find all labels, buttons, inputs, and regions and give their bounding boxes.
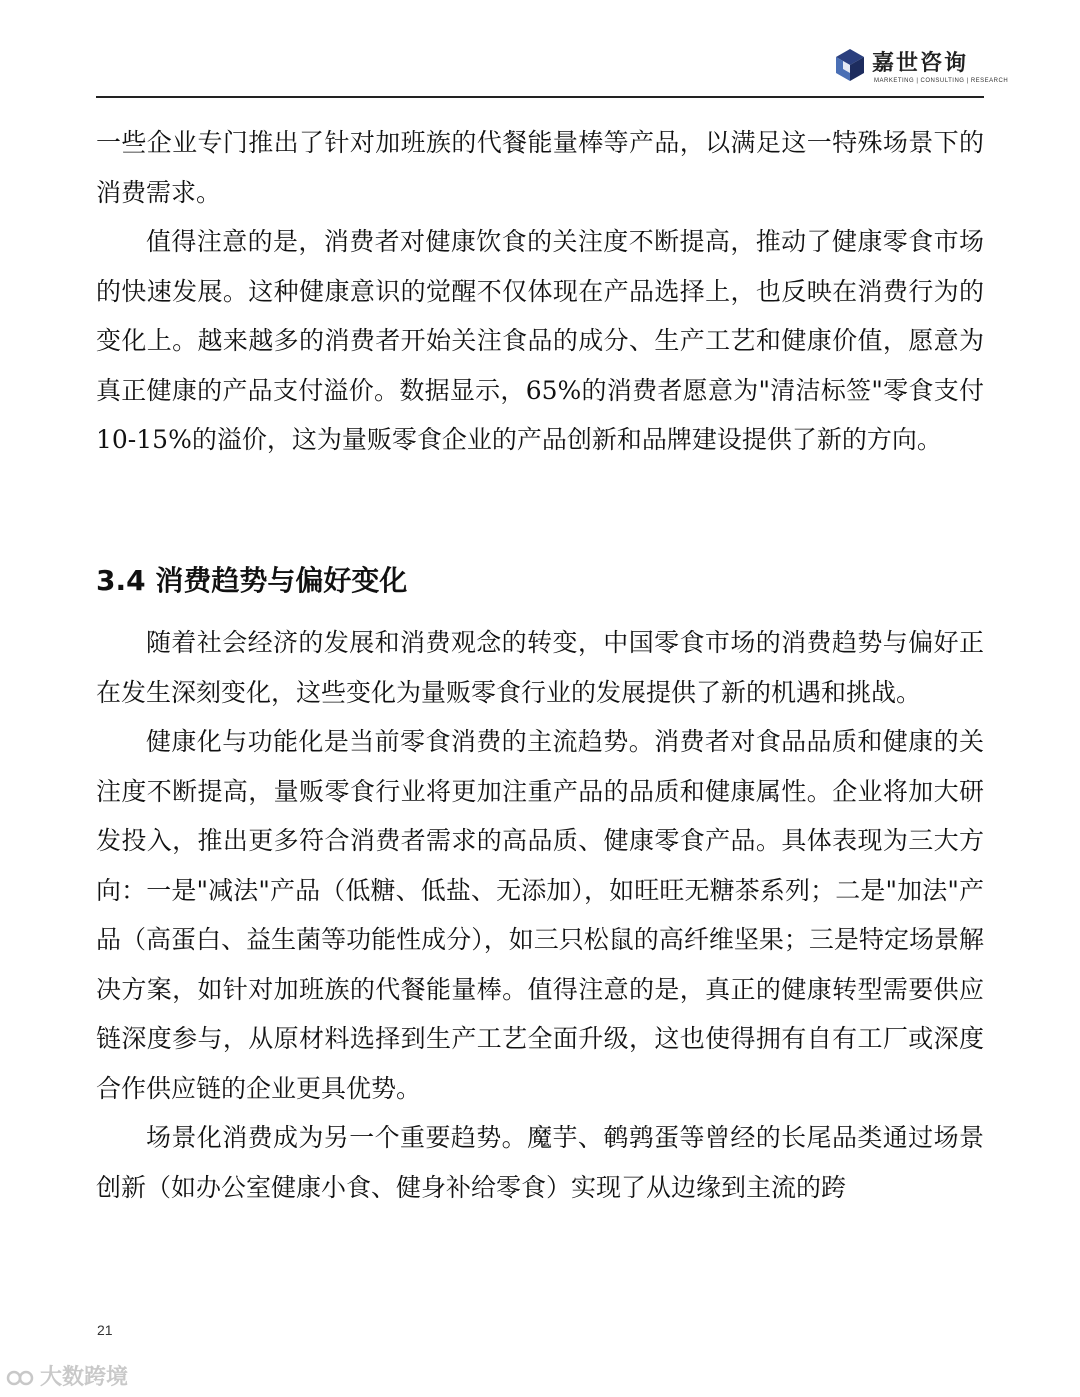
watermark-logo-icon — [6, 1367, 36, 1389]
paragraph-health-trend: 健康化与功能化是当前零食消费的主流趋势。消费者对食品品质和健康的关注度不断提高，量贩零食行业将更加注重产品的品质和健康属性。企业将加大研发投入，推出更多符合消费者需求的高品质、健康零食产品。具体表现为三大方向：一是"减法"产品（低糖、低盐、无添加），如旺旺无糖茶系列；二是"加法"产品（高蛋白、益生菌等功能性成分），如三只松鼠的高纤维坚果；三是特定场景解决方案，如针对加班族的代餐能量棒。值得注意的是，真正的健康转型需要供应链深度参与，从原材料选择到生产工艺全面升级，这也使得拥有自有工厂或深度合作供应链的企业更具优势。 — [96, 727, 984, 1103]
section-heading: 3.4 消费趋势与偏好变化 — [96, 564, 408, 597]
brand-name: 嘉世咨询 — [872, 51, 969, 76]
page-number: 21 — [97, 1322, 113, 1338]
paragraph-intro: 随着社会经济的发展和消费观念的转变，中国零食市场的消费趋势与偏好正在发生深刻变化，这些变化为量贩零食行业的发展提供了新的机遇和挑战。 — [96, 628, 984, 707]
brand-logo — [834, 46, 1009, 92]
page-header — [96, 40, 1009, 98]
paragraph-continued: 一些企业专门推出了针对加班族的代餐能量棒等产品，以满足这一特殊场景下的消费需求。 — [96, 128, 984, 207]
paragraph-scenario-trend: 场景化消费成为另一个重要趋势。魔芋、鹌鹑蛋等曾经的长尾品类通过场景创新（如办公室健康小食、健身补给零食）实现了从边缘到主流的跨 — [96, 1123, 984, 1202]
watermark — [6, 1360, 128, 1391]
watermark-text: 大数跨境 — [40, 1365, 129, 1390]
cube-logo-icon — [834, 48, 866, 82]
paragraph-health-awareness: 值得注意的是，消费者对健康饮食的关注度不断提高，推动了健康零食市场的快速发展。这种健康意识的觉醒不仅体现在产品选择上，也反映在消费行为的变化上。越来越多的消费者开始关注食品的成分、生产工艺和健康价值，愿意为真正健康的产品支付溢价。数据显示，65%的消费者愿意为"清洁标签"零食支付 10-15%的溢价，这为量贩零食企业的产品创新和品牌建设提供了新的方向。 — [96, 227, 984, 454]
body-text — [96, 118, 984, 465]
section-body — [96, 618, 984, 1212]
brand-tagline: MARKETING | CONSULTING | RESEARCH — [874, 78, 1009, 84]
